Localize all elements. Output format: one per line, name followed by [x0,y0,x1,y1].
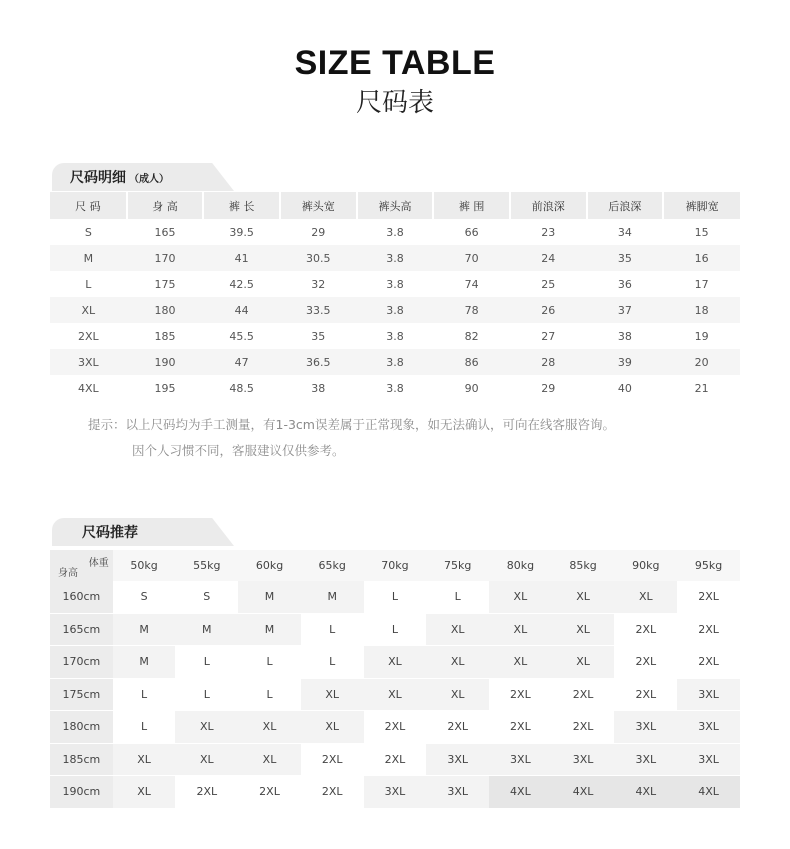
size-cell: M [113,646,176,679]
weight-axis-label: 体重 [88,558,109,569]
table-cell: 32 [280,271,357,297]
size-cell: XL [364,646,427,679]
weight-header: 65kg [301,550,364,581]
height-header: 190cm [50,776,113,808]
table-row [50,245,740,271]
table-cell: 18 [663,297,740,323]
size-cell: 2XL [364,711,427,744]
size-cell: 4XL [552,776,615,808]
table-cell: 35 [280,323,357,349]
size-cell: 2XL [614,678,677,711]
size-cell: L [301,646,364,679]
height-header: 180cm [50,711,113,744]
height-header: 160cm [50,581,113,613]
table-row [50,613,740,646]
table-cell: 29 [280,219,357,245]
size-cell: 2XL [677,646,740,679]
table-cell: 36 [587,271,664,297]
table-cell: 40 [587,375,664,401]
table-cell: 23 [510,219,587,245]
weight-header: 85kg [552,550,615,581]
size-cell: 2XL [301,743,364,776]
table-row [50,375,740,401]
size-cell: 4XL [489,776,552,808]
size-cell: S [175,581,238,613]
size-cell: XL [113,743,176,776]
table-cell: 15 [663,219,740,245]
size-detail-body [50,219,740,401]
table-cell: 44 [203,297,280,323]
size-cell: 2XL [238,776,301,808]
table-cell: 3.8 [357,297,434,323]
size-cell: 3XL [552,743,615,776]
size-cell: 2XL [301,776,364,808]
table-cell: 4XL [50,375,127,401]
weight-header: 55kg [175,550,238,581]
table-cell: 86 [433,349,510,375]
column-header: 后浪深 [587,192,664,219]
weight-header: 70kg [364,550,427,581]
size-cell: 2XL [552,678,615,711]
size-recommend-header-row [50,550,740,581]
size-recommend-tab [52,518,234,546]
table-cell: 39.5 [203,219,280,245]
table-cell: 33.5 [280,297,357,323]
size-cell: L [364,613,427,646]
measurement-note: 提示：以上尺码均为手工测量，有1-3cm误差属于正常现象，如无法确认，可向在线客服咨询。 [88,417,615,432]
height-header: 175cm [50,678,113,711]
table-cell: M [50,245,127,271]
size-cell: L [113,678,176,711]
column-header: 裤头宽 [280,192,357,219]
size-cell: XL [489,581,552,613]
table-cell: 66 [433,219,510,245]
table-cell: 190 [127,349,204,375]
size-cell: 3XL [677,743,740,776]
table-cell: 21 [663,375,740,401]
size-detail-header-row [50,192,740,219]
page-title-en: SIZE TABLE [294,44,496,82]
size-cell: L [113,711,176,744]
table-cell: 48.5 [203,375,280,401]
table-cell: 30.5 [280,245,357,271]
table-cell: 47 [203,349,280,375]
size-cell: M [175,613,238,646]
table-cell: 3.8 [357,349,434,375]
table-cell: 78 [433,297,510,323]
table-cell: 3XL [50,349,127,375]
size-cell: L [175,678,238,711]
size-cell: 2XL [364,743,427,776]
size-cell: XL [238,743,301,776]
table-corner-cell [50,550,113,581]
table-cell: 38 [280,375,357,401]
height-axis-label: 身高 [58,568,78,579]
table-cell: 16 [663,245,740,271]
column-header: 身 高 [127,192,204,219]
size-cell: 2XL [489,711,552,744]
table-cell: 42.5 [203,271,280,297]
column-header: 尺 码 [50,192,127,219]
table-cell: 3.8 [357,375,434,401]
table-cell: 41 [203,245,280,271]
table-row [50,271,740,297]
size-cell: 2XL [426,711,489,744]
table-cell: 24 [510,245,587,271]
size-cell: XL [238,711,301,744]
weight-header: 90kg [614,550,677,581]
size-cell: 3XL [426,776,489,808]
size-cell: XL [364,678,427,711]
size-cell: XL [614,581,677,613]
weight-header: 95kg [677,550,740,581]
table-cell: 185 [127,323,204,349]
size-detail-tab [52,163,234,191]
size-cell: XL [552,581,615,613]
size-cell: XL [552,646,615,679]
table-cell: 3.8 [357,219,434,245]
table-cell: 19 [663,323,740,349]
size-cell: 2XL [677,613,740,646]
size-cell: 2XL [614,613,677,646]
size-cell: 4XL [614,776,677,808]
table-cell: 2XL [50,323,127,349]
table-cell: 20 [663,349,740,375]
size-recommend-table [50,550,740,808]
size-detail-title: 尺码明细 [70,170,126,186]
size-cell: XL [301,711,364,744]
size-cell: XL [175,711,238,744]
table-cell: 34 [587,219,664,245]
size-cell: 3XL [677,711,740,744]
table-cell: 37 [587,297,664,323]
table-cell: 3.8 [357,271,434,297]
size-cell: XL [426,646,489,679]
table-cell: 180 [127,297,204,323]
size-cell: L [238,646,301,679]
size-cell: L [238,678,301,711]
size-cell: L [175,646,238,679]
size-cell: L [426,581,489,613]
table-row [50,581,740,613]
table-cell: L [50,271,127,297]
size-detail-subtitle: （成人） [129,174,169,185]
table-row [50,776,740,808]
tab-background [52,518,234,546]
size-cell: M [301,581,364,613]
table-cell: 27 [510,323,587,349]
weight-header: 75kg [426,550,489,581]
table-cell: 35 [587,245,664,271]
table-cell: 28 [510,349,587,375]
table-row [50,349,740,375]
size-recommend-title: 尺码推荐 [82,525,138,541]
size-cell: XL [175,743,238,776]
size-cell: 3XL [614,743,677,776]
size-cell: M [238,613,301,646]
size-detail-table [50,192,740,401]
column-header: 裤脚宽 [663,192,740,219]
size-cell: 3XL [364,776,427,808]
size-cell: 2XL [677,581,740,613]
weight-header: 60kg [238,550,301,581]
table-cell: 39 [587,349,664,375]
table-cell: 165 [127,219,204,245]
size-cell: XL [552,613,615,646]
column-header: 裤 长 [203,192,280,219]
size-cell: XL [426,678,489,711]
table-cell: XL [50,297,127,323]
size-cell: 4XL [677,776,740,808]
size-cell: S [113,581,176,613]
table-cell: 38 [587,323,664,349]
size-detail-tab-label [70,163,169,191]
height-header: 170cm [50,646,113,679]
table-cell: 26 [510,297,587,323]
size-cell: 2XL [552,711,615,744]
weight-header: 80kg [489,550,552,581]
size-cell: M [113,613,176,646]
table-cell: 175 [127,271,204,297]
table-row [50,323,740,349]
size-cell: 3XL [489,743,552,776]
table-cell: 82 [433,323,510,349]
table-cell: S [50,219,127,245]
table-cell: 90 [433,375,510,401]
size-recommend-body [50,581,740,808]
table-cell: 36.5 [280,349,357,375]
table-cell: 170 [127,245,204,271]
table-row [50,678,740,711]
table-cell: 3.8 [357,245,434,271]
table-row [50,711,740,744]
table-row [50,646,740,679]
table-cell: 3.8 [357,323,434,349]
table-cell: 70 [433,245,510,271]
size-cell: 3XL [677,678,740,711]
size-cell: XL [489,646,552,679]
column-header: 裤头高 [357,192,434,219]
size-cell: 2XL [614,646,677,679]
table-cell: 29 [510,375,587,401]
size-cell: M [238,581,301,613]
size-cell: XL [426,613,489,646]
table-cell: 25 [510,271,587,297]
size-cell: 2XL [489,678,552,711]
size-cell: 3XL [426,743,489,776]
table-cell: 195 [127,375,204,401]
table-row [50,219,740,245]
column-header: 裤 围 [433,192,510,219]
size-cell: XL [301,678,364,711]
size-cell: L [364,581,427,613]
advice-note: 因个人习惯不同，客服建议仅供参考。 [132,443,345,458]
size-cell: 2XL [175,776,238,808]
height-header: 185cm [50,743,113,776]
table-cell: 74 [433,271,510,297]
table-cell: 45.5 [203,323,280,349]
size-cell: XL [489,613,552,646]
column-header: 前浪深 [510,192,587,219]
table-row [50,743,740,776]
height-header: 165cm [50,613,113,646]
table-cell: 17 [663,271,740,297]
size-cell: XL [113,776,176,808]
size-cell: 3XL [614,711,677,744]
table-row [50,297,740,323]
weight-header: 50kg [113,550,176,581]
page-title-cn: 尺码表 [355,88,434,118]
size-cell: L [301,613,364,646]
